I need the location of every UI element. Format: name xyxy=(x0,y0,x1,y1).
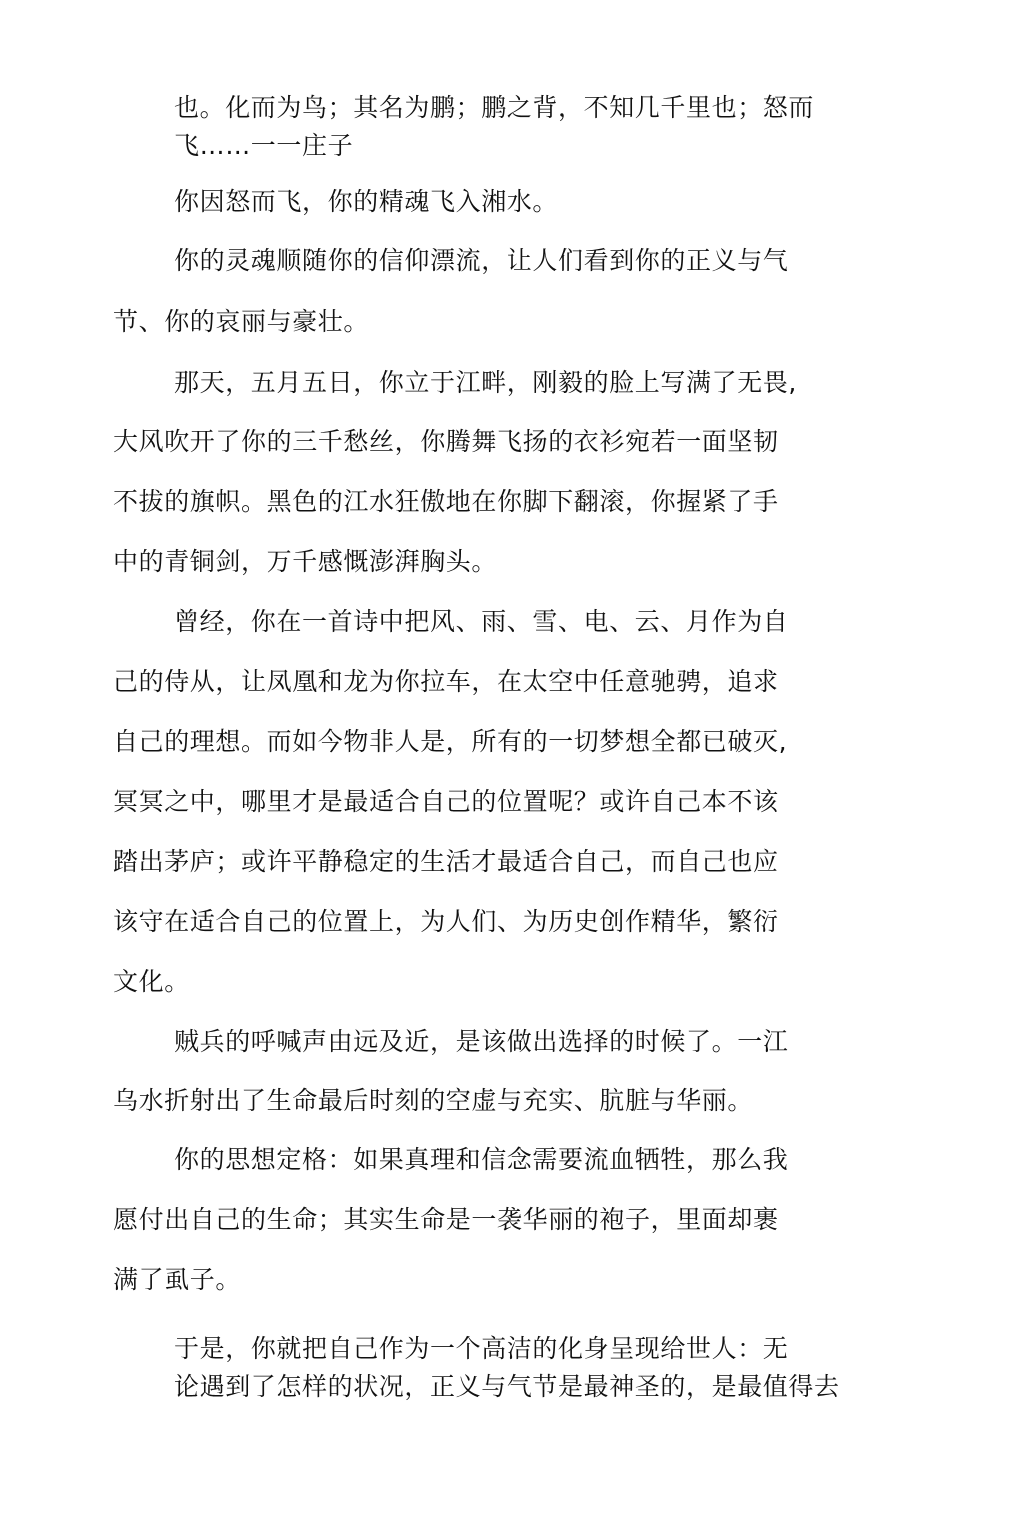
text-line: 于是，你就把自己作为一个高洁的化身呈现给世人：无 xyxy=(174,1334,789,1363)
text-line: 乌水折射出了生命最后时刻的空虚与充实、肮脏与华丽。 xyxy=(113,1086,754,1115)
text-line: 踏出茅庐；或许平静稳定的生活才最适合自己，而自己也应 xyxy=(113,847,779,876)
text-line: 愿付出自己的生命；其实生命是一袭华丽的袍子，里面却裹 xyxy=(113,1205,779,1234)
text-line: 你因怒而飞，你的精魂飞入湘水。 xyxy=(174,187,559,216)
text-line: 节、你的哀丽与豪壮。 xyxy=(113,307,370,336)
text-line: 不拔的旗帜。黑色的江水狂傲地在你脚下翻滚，你握紧了手 xyxy=(113,487,779,516)
text-line: 冥冥之中，哪里才是最适合自己的位置呢？或许自己本不该 xyxy=(113,787,779,816)
text-line: 文化。 xyxy=(113,967,190,996)
text-line: 飞……一一庄子 xyxy=(174,131,354,160)
text-line: 你的灵魂顺随你的信仰漂流，让人们看到你的正义与气 xyxy=(174,246,789,275)
text-line: 贼兵的呼喊声由远及近，是该做出选择的时候了。一江 xyxy=(174,1027,789,1056)
text-line: 己的侍从，让凤凰和龙为你拉车，在太空中任意驰骋，追求 xyxy=(113,667,779,696)
text-line: 论遇到了怎样的状况，正义与气节是最神圣的，是最值得去 xyxy=(174,1372,840,1401)
text-line: 中的青铜剑，万千感慨澎湃胸头。 xyxy=(113,547,498,576)
text-line: 该守在适合自己的位置上，为人们、为历史创作精华，繁衍 xyxy=(113,907,779,936)
text-line: 大风吹开了你的三千愁丝，你腾舞飞扬的衣衫宛若一面坚韧 xyxy=(113,427,779,456)
text-line: 那天，五月五日，你立于江畔，刚毅的脸上写满了无畏, xyxy=(174,368,797,397)
text-line: 也。化而为鸟；其名为鹏；鹏之背，不知几千里也；怒而 xyxy=(174,93,815,122)
text-line: 曾经，你在一首诗中把风、雨、雪、电、云、月作为自 xyxy=(174,607,789,636)
text-line: 自己的理想。而如今物非人是，所有的一切梦想全都已破灭, xyxy=(113,727,788,756)
text-line: 你的思想定格：如果真理和信念需要流血牺牲，那么我 xyxy=(174,1145,789,1174)
text-line: 满了虱子。 xyxy=(113,1265,242,1294)
